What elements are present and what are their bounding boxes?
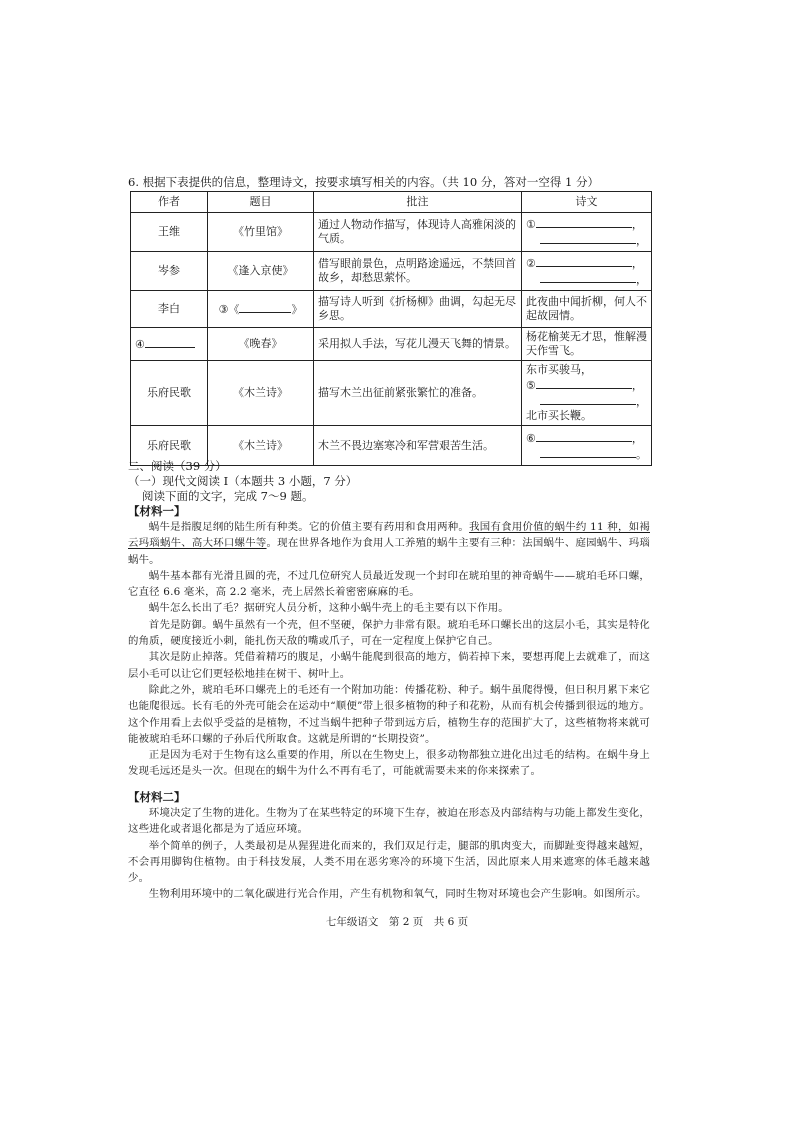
poem-cell: 杨花榆荚无才思，惟解漫天作雪飞。 bbox=[522, 328, 652, 361]
punctuation: 。 bbox=[636, 447, 647, 461]
punctuation: ， bbox=[636, 273, 647, 286]
answer-blank[interactable] bbox=[536, 216, 632, 228]
answer-blank[interactable] bbox=[540, 232, 636, 244]
header-poem: 诗文 bbox=[522, 192, 652, 213]
paragraph: 举个简单的例子，人类最初是从猩猩进化而来的，我们双足行走，腿部的肌肉变大，而脚趾变得越来越短，不会再用脚钩住植物。由于科技发展，人类不用在恶劣寒冷的环境下生活，因此原来人用来遮寒的体毛越来越少。 bbox=[128, 839, 650, 885]
author-cell: 李白 bbox=[131, 291, 208, 328]
note-cell: 采用拟人手法，写花儿漫天飞舞的情景。 bbox=[314, 328, 522, 361]
title-cell: 《晚春》 bbox=[208, 328, 314, 361]
material-1-body bbox=[128, 519, 650, 780]
paragraph: 正是因为毛对于生物有这么重要的作用，所以在生物史上，很多动物都独立进化出过毛的结构。在蜗牛身上发现毛远还是头一次。但现在的蜗牛为什么不再有毛了，可能就需要未来的你来探索了。 bbox=[128, 749, 650, 778]
poem-cell: ② ， ， bbox=[522, 252, 652, 291]
blank-number: ⑤ bbox=[526, 379, 536, 392]
author-cell: 乐府民歌 bbox=[131, 361, 208, 426]
table-row bbox=[131, 213, 652, 252]
paragraph: 蜗牛怎么长出了毛？据研究人员分析，这种小蜗牛壳上的毛主要有以下作用。 bbox=[148, 602, 509, 615]
answer-blank[interactable] bbox=[145, 336, 195, 348]
note-cell: 描写诗人听到《折杨柳》曲调，勾起无尽乡思。 bbox=[314, 291, 522, 328]
table-row bbox=[131, 252, 652, 291]
blank-number: ② bbox=[526, 257, 536, 270]
paragraph: 环境决定了生物的进化。生物为了在某些特定的环境下生存，被迫在形态及内部结构与功能上都发生变化，这些进化或者退化都是为了适应环境。 bbox=[128, 807, 650, 836]
material-2-body bbox=[128, 805, 650, 903]
poem-table bbox=[130, 191, 652, 466]
section-heading: 二、阅读（39 分） bbox=[128, 459, 227, 473]
answer-blank[interactable] bbox=[540, 393, 636, 405]
material-2-label: 【材料二】 bbox=[128, 790, 186, 804]
title-cell: 《木兰诗》 bbox=[208, 361, 314, 426]
author-cell: 岑参 bbox=[131, 252, 208, 291]
note-cell: 通过人物动作描写，体现诗人高雅闲淡的气质。 bbox=[314, 213, 522, 252]
title-cell: 《竹里馆》 bbox=[208, 213, 314, 252]
blank-number: ① bbox=[526, 218, 536, 231]
question-6-prompt: 6. 根据下表提供的信息，整理诗文，按要求填写相关的内容。（共 10 分，答对一空得 1 分） bbox=[128, 175, 599, 189]
answer-blank[interactable] bbox=[536, 255, 632, 267]
title-cell: 《逢入京使》 bbox=[208, 252, 314, 291]
author-cell: 王维 bbox=[131, 213, 208, 252]
note-cell: 借写眼前景色，点明路途遥远，不禁回首故乡，却愁思萦怀。 bbox=[314, 252, 522, 291]
subsection-heading: （一）现代文阅读 I（本题共 3 小题，7 分） bbox=[128, 474, 358, 488]
note-cell: 描写木兰出征前紧张繁忙的准备。 bbox=[314, 361, 522, 426]
paragraph: 除此之外，琥珀毛环口螺壳上的毛还有一个附加功能：传播花粉、种子。蜗牛虽爬得慢，但日积月累下来它也能爬很远。长有毛的外壳可能会在运动中“顺便”带上很多植物的种子和花粉，从而有机会传播到很远的地方。这个作用看上去似乎受益的是植物，不过当蜗牛把种子带到远方后，植物生存的范围扩大了，这些植物将来就可能被琥珀毛环口螺的子孙后代所取食。这就是所谓的“长期投资”。 bbox=[128, 683, 650, 745]
table-header-row bbox=[131, 192, 652, 213]
poem-cell: 此夜曲中闻折柳，何人不起故园情。 bbox=[522, 291, 652, 328]
table-row bbox=[131, 291, 652, 328]
answer-blank[interactable] bbox=[536, 430, 632, 442]
table-row bbox=[131, 361, 652, 426]
author-cell: 乐府民歌 bbox=[131, 426, 208, 466]
answer-blank[interactable] bbox=[239, 301, 291, 313]
paragraph: 其次是防止掉落。凭借着精巧的腹足，小蜗牛能爬到很高的地方，倘若掉下来，要想再爬上去就难了，而这层小毛可以让它们更轻松地挂在树干、树叶上。 bbox=[128, 651, 650, 680]
paragraph: 首先是防御。蜗牛虽然有一个壳，但不坚硬，保护力非常有限。琥珀毛环口螺长出的这层小毛，其实是特化的角质，硬度接近小刺，能扎伤天敌的嘴或爪子，可在一定程度上保护它自己。 bbox=[128, 618, 650, 648]
poem-cell: ⑥ ， 。 bbox=[522, 426, 652, 466]
instruction: 阅读下面的文字，完成 7～9 题。 bbox=[142, 489, 314, 503]
answer-blank[interactable] bbox=[540, 446, 636, 458]
header-author: 作者 bbox=[131, 192, 208, 213]
material-1-label: 【材料一】 bbox=[128, 504, 186, 518]
poem-cell: ① ， ， bbox=[522, 213, 652, 252]
punctuation: ， bbox=[636, 234, 647, 247]
header-note: 批注 bbox=[314, 192, 522, 213]
title-cell: 《木兰诗》 bbox=[208, 426, 314, 466]
table-row bbox=[131, 328, 652, 361]
title-cell: ③《 》 bbox=[208, 291, 314, 328]
paragraph: 生物利用环境中的二氧化碳进行光合作用，产生有机物和氧气，同时生物对环境也会产生影响。如图所示。 bbox=[148, 888, 647, 901]
paragraph: 蜗牛基本都有光滑且圆的壳，不过几位研究人员最近发现一个封印在琥珀里的神奇蜗牛——琥珀毛环口螺，它直径 6.6 毫米，高 2.2 毫米，壳上居然长着密密麻麻的毛。 bbox=[128, 569, 650, 599]
answer-blank[interactable] bbox=[536, 377, 632, 389]
poem-cell: 东市买骏马， ⑤ ， ， 北市买长鞭。 bbox=[522, 361, 652, 426]
page-footer: 七年级语文 第 2 页 共 6 页 bbox=[325, 916, 469, 928]
note-cell: 木兰不畏边塞寒冷和军营艰苦生活。 bbox=[314, 426, 522, 466]
author-cell: ④ bbox=[131, 328, 208, 361]
blank-number: ⑥ bbox=[526, 431, 536, 445]
header-title: 题目 bbox=[208, 192, 314, 213]
paragraph: 蜗牛是指腹足纲的陆生所有种类。它的价值主要有药用和食用两种。我国有食用价值的蜗牛约 11 种，如褐云玛瑙蜗牛、高大环口螺牛等。现在世界各地作为食用人工养殖的蜗牛主要有三种：法国蜗牛、庭园蜗牛、玛瑙蜗牛。 bbox=[128, 521, 650, 566]
answer-blank[interactable] bbox=[540, 271, 636, 283]
